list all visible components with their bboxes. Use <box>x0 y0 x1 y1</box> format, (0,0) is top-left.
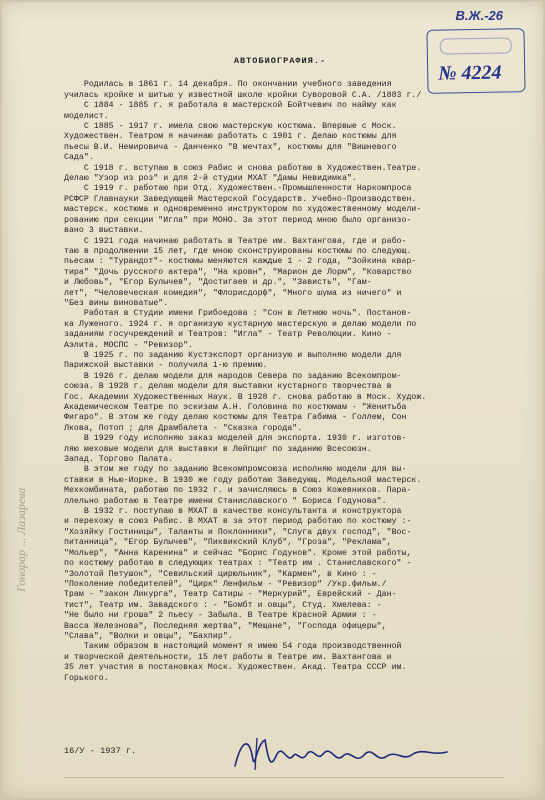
paragraph: С 1918 г. вступаю в союз Рабис и снова работаю в Художествен.Театре. Делаю "Узор из роз" и для 2-й студии МХАТ "Дамы Невидимка". <box>64 163 422 184</box>
margin-note <box>4 382 44 612</box>
document-title: АВТОБИОГРАФИЯ.- <box>233 56 327 66</box>
document-page <box>2 2 543 798</box>
paragraph: В 1932 г. поступаю в МХАТ в качестве консультанта и конструктора и перехожу в союз Рабис. В МХАТ в за этот период работаю по костюму :- "Хозяйку Гостиницы", Таланты и Поклонники", "Слуга двух господ", "Вос- питанница", "Егор Булычев", "Пиквикский Клуб", "Гроза", "Реклама", "Мольер", "Анна Каренина" и сейчас "Борис Годунов". Кроме этой работы, по костюму работаю в следующих театрах : "Театр им . Станиславского" - "Золотой Петушок", "Севильский цирюльник", "Кармен", в Кино : - "Поколение победителей", "Цирк" Ленфильм - "Ревизор" /Укр.фильм./ Трам - "закон Ликурга", Театр Сатиры - "Меркурий", Еврейский - Дан- тист", Театр им. Завадского : - "Бомбт и овцы", Студ. Хмелева: - "Не было ни гроша" 2 пьесу - Забыла. В Театре Красной Армии : - Васса Железнова", Последняя жертва", "Мещане", "Господа офицеры", "Слава", "Волки и овцы", "Бахпир". <box>64 507 412 641</box>
paragraph: С 1885 - 1917 г. имела свою мастерскую костюма. Впервые с Моск. Художествен. Театром я начинаю работать с 1901 г. Делаю костюмы для пьесы В.И. Немировича - Данченко "В мечтах", костюмы для "Вишневого Сада". <box>64 122 397 163</box>
margin-note-text: Гонорар ... Лазарева <box>14 487 28 592</box>
paragraph: В 1925 г. по заданию Кустэкспорт организую и выполняю модели для Парижской выставки - получила 1-ю премию. В 1926 г. делаю модели для народов Севера по заданию Всекомпром- союза. В 1928 г. делаю модели для выставки кустарного творчества в Гос. Академии Художественных Наук. В 1928 г. снова работаю в Моск. Худож. Академическом Театре по эскизам А.Н. Головина по костюмам - "Женитьба Фигаро". В этом же году делаю костюмы для Театра Габима - Голлем, Сон Лкова, Потоп ; для Драмбалета - "Сказка города". <box>64 350 427 433</box>
handwritten-signature <box>227 724 457 784</box>
stamp-number: № 4224 <box>438 61 502 85</box>
paragraph: В 1929 году исполняю заказ моделей для экспорта. 1930 г. изготов- ляю меховые модели для выставки в Лейпциг по заданию Всесоюзн. Запад. Торгово Палата. В этом же году по заданию Всекомпромсоюза исполняю модели для вы- ставки в Нью-Иорке. В 1930 же году работаю Заведующ. Модельной мастерск. Мехкомбината, работаю по 1932 г. и зачисляюсь в Союз Кожевников. Пара- ллельно работаю в Театре имени Станиславского " Бориса Годунова". <box>64 434 422 506</box>
paragraph: Работая в Студии имени Грибоедова : "Сон в Летнюю ночь". Постанов- ка Луженого. 1924 г. я организую кустарную мастерскую и делаю модели по заданиям госучреждений и Театров: "Игла" - Театр Революции. Кино - Аэлита. МОСПС - "Ревизор". <box>64 309 417 350</box>
paragraph: С 1921 года начинаю работать в Театре им. Вахтангова, где и рабо- таю в продолжении 15 лет, где мною сконструированы костюмы по следующ. пьесам : "Турандот"- костюмы меняются каждые 1 - 2 года, "Зойкина квар- тира" "Дочь русского актера", "На кровн", "Марион де Лорм", "Коварство и Любовь", "Егор Булычев", "Достигаев и др.", "Зависть", "Гам- лет", "Человеческая комедия", "Флорисдорф", "Много шума из ничего" и "Без вины виноватые". <box>64 236 417 308</box>
document-date: 16/У - 1937 г. <box>64 746 137 756</box>
page-bottom-edge <box>64 777 504 778</box>
document-body <box>64 56 526 684</box>
paragraph: Родилась в 1861 г. 14 декабря. По окончании учебного заведения училась кройке и шитью у известной школе кройки Суворовой С.А. /1883 г./ С 1884 - 1885 г. я работала в мастерской Бойтчевич по найму как моделист. <box>64 80 422 121</box>
archive-code: В.Ж.-26 <box>455 8 503 23</box>
paragraph: Таким образом в настоящий момент я имею 54 года производственной и творческой деятельности, 15 лет работы в Театре им. Вахтангова и 35 лет участия в постановках Моск. Художествен. Акад. Театра СССР им. Горького. <box>64 642 407 683</box>
stamp-emblem <box>440 37 512 54</box>
paragraph: С 1919 г. работаю при Отд. Художествен.-Промышленности Наркомпроса РСФСР Главнауки Заведующей Мастерской Государств. Учебно-Производствен. мастерск. костюма и одновременно инструктором по художественному модели- рованию при секции "Игла" при МОНО. За этот период мною было организо- вано 3 выставки. <box>64 184 422 236</box>
